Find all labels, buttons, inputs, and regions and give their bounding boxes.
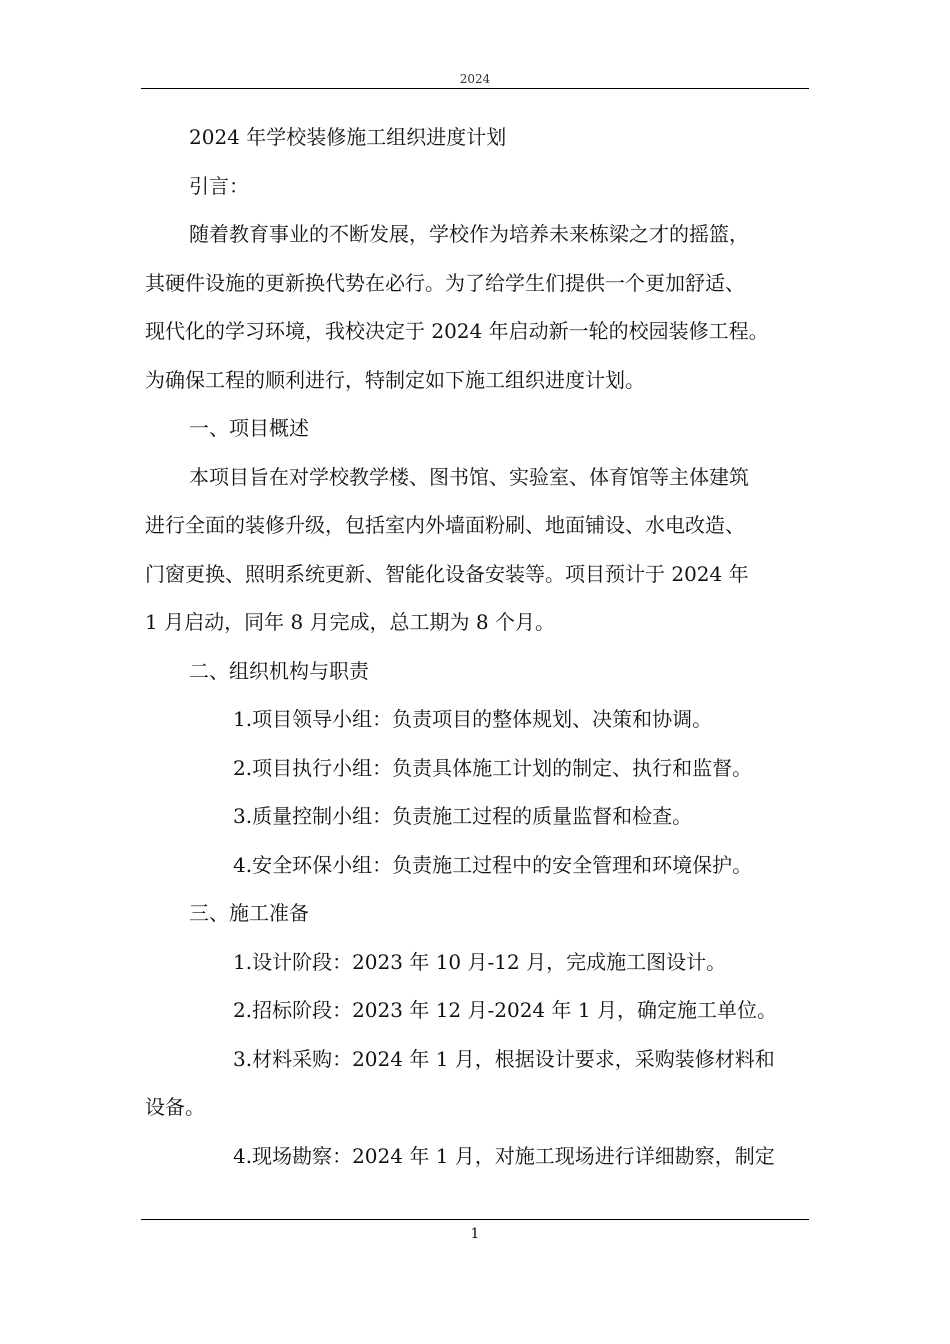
list-item: 1.设计阶段：2023 年 10 月-12 月，完成施工图设计。 (233, 949, 727, 974)
document-title: 2024 年学校装修施工组织进度计划 (189, 125, 507, 149)
text-line: 现代化的学习环境，我校决定于 2024 年启动新一轮的校园装修工程。 (145, 319, 769, 343)
list-item: 2.项目执行小组：负责具体施工计划的制定、执行和监督。 (233, 755, 753, 780)
running-header: 2024 (459, 72, 491, 86)
list-item: 3.质量控制小组：负责施工过程的质量监督和检查。 (233, 804, 693, 828)
text-line: 门窗更换、照明系统更新、智能化设备安装等。项目预计于 2024 年 (145, 561, 749, 586)
section-heading: 二、组织机构与职责 (189, 658, 369, 683)
text-line: 1 月启动，同年 8 月完成，总工期为 8 个月。 (145, 610, 555, 634)
document-body (145, 113, 809, 1180)
header-rule (141, 88, 809, 89)
text-line: 设备。 (145, 1095, 205, 1119)
page-number: 1 (470, 1226, 480, 1242)
list-item: 3.材料采购：2024 年 1 月，根据设计要求，采购装修材料和 (233, 1046, 775, 1071)
intro-heading: 引言： (189, 173, 249, 198)
text-line: 为确保工程的顺利进行，特制定如下施工组织进度计划。 (145, 367, 645, 392)
list-item: 4.安全环保小组：负责施工过程中的安全管理和环境保护。 (233, 852, 753, 877)
text-line: 进行全面的装修升级，包括室内外墙面粉刷、地面铺设、水电改造、 (145, 513, 745, 537)
section-heading: 三、施工准备 (189, 901, 309, 925)
list-item: 2.招标阶段：2023 年 12 月-2024 年 1 月，确定施工单位。 (233, 998, 777, 1022)
list-item: 1.项目领导小组：负责项目的整体规划、决策和协调。 (233, 707, 713, 731)
section-heading: 一、项目概述 (189, 416, 309, 440)
footer-rule (141, 1219, 809, 1220)
text-line: 其硬件设施的更新换代势在必行。为了给学生们提供一个更加舒适、 (145, 270, 745, 295)
text-line: 本项目旨在对学校教学楼、图书馆、实验室、体育馆等主体建筑 (189, 464, 749, 489)
text-line: 随着教育事业的不断发展，学校作为培养未来栋梁之才的摇篮， (189, 222, 749, 246)
list-item: 4.现场勘察：2024 年 1 月，对施工现场进行详细勘察，制定 (233, 1143, 775, 1168)
